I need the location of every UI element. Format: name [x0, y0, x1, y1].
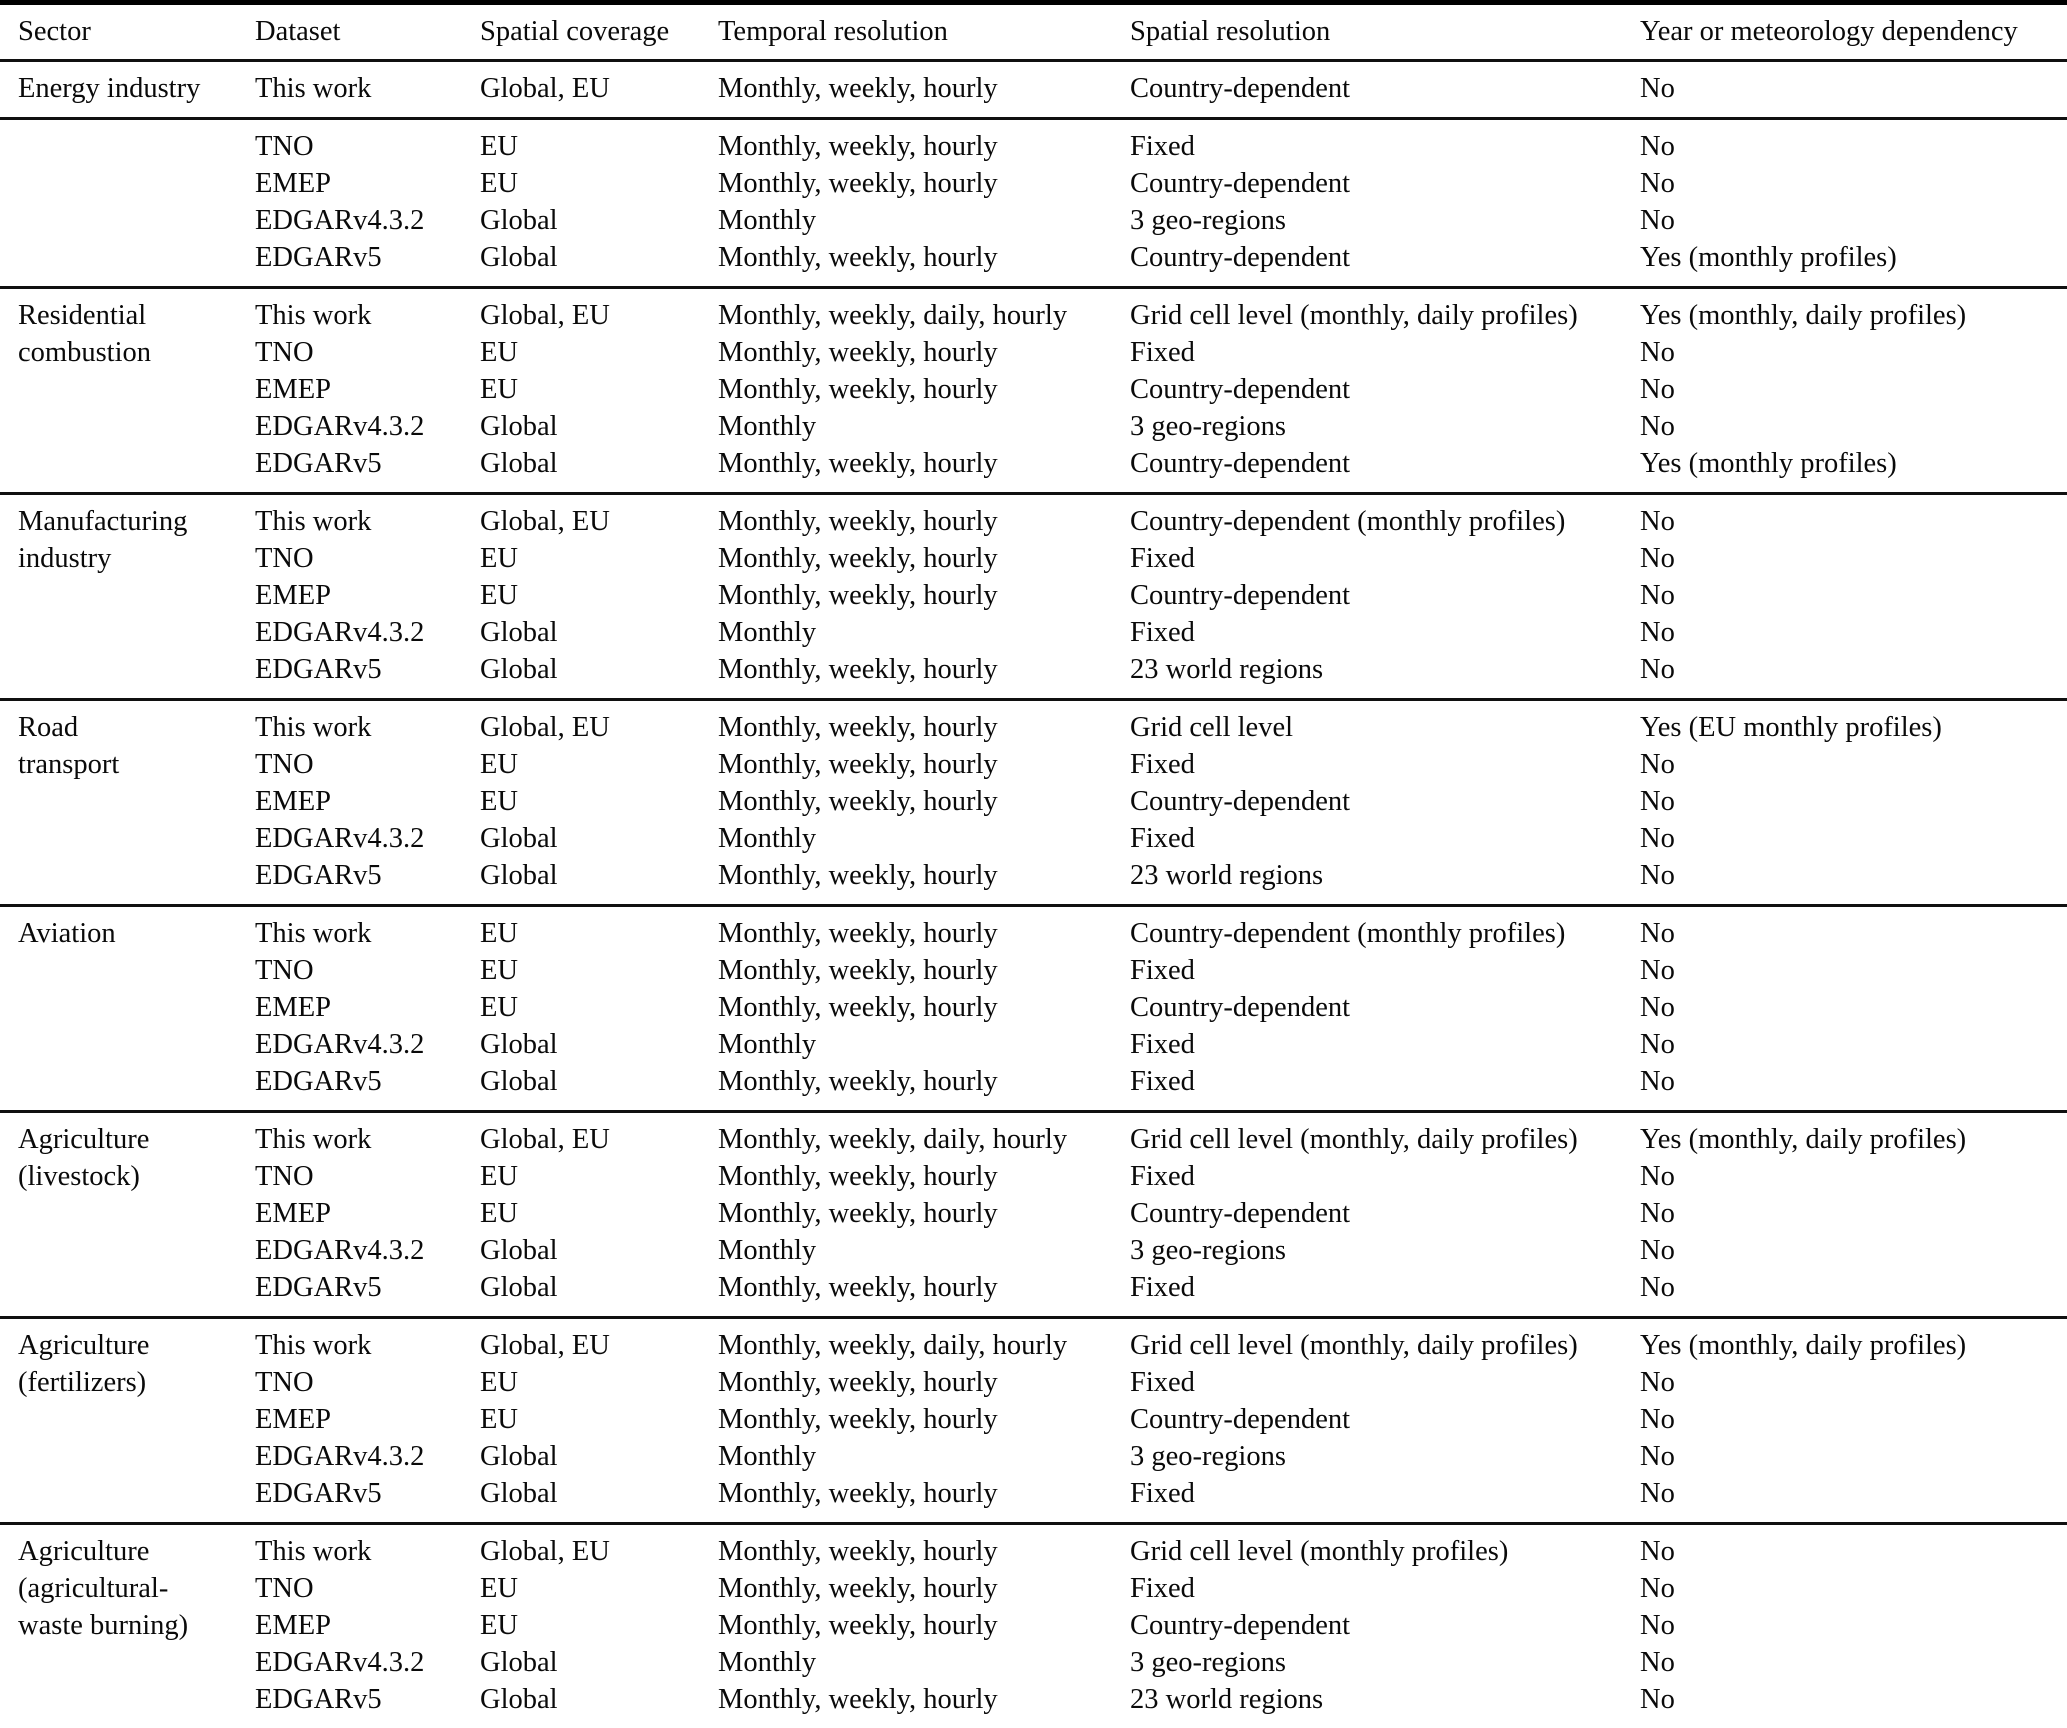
spatial-resolution-cell: 3 geo-regions — [1130, 1647, 1286, 1678]
sector-cell — [18, 651, 255, 688]
table-row — [18, 297, 2067, 334]
spatial-resolution-cell: 3 geo-regions — [1130, 1441, 1286, 1472]
temporal-resolution-cell: Monthly, weekly, hourly — [718, 374, 998, 405]
sector-cell — [18, 1475, 255, 1512]
dataset-cell: EMEP — [255, 1610, 332, 1641]
sector-cell — [18, 1401, 255, 1438]
temporal-resolution-cell: Monthly, weekly, hourly — [718, 1478, 998, 1509]
table-row — [18, 408, 2067, 445]
dependency-cell: No — [1640, 1029, 1675, 1060]
table-row — [18, 1327, 2067, 1364]
sector-group-agriculture — [0, 1525, 2067, 1728]
temporal-resolution-cell: Monthly, weekly, hourly — [718, 1573, 998, 1604]
table-row — [18, 239, 2067, 276]
table-row — [18, 1644, 2067, 1681]
column-header-spatial-resolution: Spatial resolution — [1130, 16, 1331, 47]
spatial-coverage-cell: Global — [480, 1441, 558, 1472]
temporal-resolution-cell: Monthly, weekly, hourly — [718, 654, 998, 685]
temporal-resolution-cell: Monthly, weekly, hourly — [718, 73, 998, 104]
temporal-resolution-cell: Monthly — [718, 411, 817, 442]
sector-cell: Agriculture — [18, 1536, 150, 1567]
table-row — [18, 1269, 2067, 1306]
temporal-resolution-cell: Monthly, weekly, hourly — [718, 506, 998, 537]
table-row — [18, 1475, 2067, 1512]
sector-cell — [18, 1681, 255, 1718]
spatial-resolution-cell: Country-dependent (monthly profiles) — [1130, 918, 1566, 949]
dependency-cell: No — [1640, 1235, 1675, 1266]
spatial-coverage-cell: EU — [480, 131, 518, 162]
spatial-resolution-cell: Fixed — [1130, 1272, 1195, 1303]
dataset-cell: TNO — [255, 1161, 314, 1192]
spatial-resolution-cell: 23 world regions — [1130, 654, 1324, 685]
table-row — [18, 820, 2067, 857]
spatial-resolution-cell: Fixed — [1130, 617, 1195, 648]
dependency-cell: Yes (monthly profiles) — [1640, 242, 1897, 273]
table-row — [18, 651, 2067, 688]
temporal-resolution-cell: Monthly, weekly, hourly — [718, 749, 998, 780]
dataset-cell: TNO — [255, 543, 314, 574]
dependency-cell: No — [1640, 1404, 1675, 1435]
dataset-cell: EDGARv4.3.2 — [255, 205, 425, 236]
spatial-resolution-cell: 23 world regions — [1130, 1684, 1324, 1715]
dataset-cell: EDGARv5 — [255, 1478, 382, 1509]
spatial-coverage-cell: Global — [480, 1029, 558, 1060]
spatial-resolution-cell: Country-dependent — [1130, 992, 1351, 1023]
dependency-cell: No — [1640, 168, 1675, 199]
dependency-cell: No — [1640, 131, 1675, 162]
table-header-row — [0, 5, 2067, 62]
dataset-cell: EMEP — [255, 786, 332, 817]
spatial-coverage-cell: EU — [480, 955, 518, 986]
spatial-resolution-cell: Country-dependent — [1130, 448, 1351, 479]
temporal-resolution-cell: Monthly, weekly, hourly — [718, 242, 998, 273]
spatial-resolution-cell: Grid cell level (monthly profiles) — [1130, 1536, 1509, 1567]
table-row — [18, 1570, 2067, 1607]
sector-cell: Agriculture — [18, 1124, 150, 1155]
spatial-coverage-cell: Global — [480, 823, 558, 854]
temporal-resolution-cell: Monthly — [718, 1441, 817, 1472]
temporal-resolution-cell: Monthly, weekly, hourly — [718, 992, 998, 1023]
spatial-resolution-cell: Fixed — [1130, 749, 1195, 780]
temporal-resolution-cell: Monthly, weekly, daily, hourly — [718, 1124, 1068, 1155]
temporal-resolution-cell: Monthly, weekly, hourly — [718, 131, 998, 162]
dataset-cell: This work — [255, 918, 372, 949]
table-row — [18, 503, 2067, 540]
dependency-cell: No — [1640, 337, 1675, 368]
table-row — [18, 915, 2067, 952]
temporal-resolution-cell: Monthly, weekly, hourly — [718, 1684, 998, 1715]
table-row — [18, 70, 2067, 107]
dataset-cell: TNO — [255, 1367, 314, 1398]
table-row — [18, 1158, 2067, 1195]
spatial-coverage-cell: Global, EU — [480, 73, 610, 104]
sector-cell — [18, 1063, 255, 1100]
dependency-cell: No — [1640, 918, 1675, 949]
sector-cell: waste burning) — [18, 1610, 189, 1641]
temporal-resolution-cell: Monthly, weekly, hourly — [718, 1404, 998, 1435]
dataset-cell: EMEP — [255, 580, 332, 611]
spatial-resolution-cell: Country-dependent — [1130, 168, 1351, 199]
table-row — [18, 989, 2067, 1026]
sector-cell — [18, 202, 255, 239]
column-header-sector: Sector — [18, 16, 91, 47]
dependency-cell: No — [1640, 1161, 1675, 1192]
temporal-resolution-cell: Monthly, weekly, daily, hourly — [718, 1330, 1068, 1361]
spatial-coverage-cell: EU — [480, 374, 518, 405]
spatial-resolution-cell: Fixed — [1130, 1029, 1195, 1060]
spatial-coverage-cell: Global — [480, 1235, 558, 1266]
spatial-resolution-cell: Fixed — [1130, 1367, 1195, 1398]
temporal-resolution-cell: Monthly — [718, 617, 817, 648]
table-row — [18, 1438, 2067, 1475]
spatial-resolution-cell: Country-dependent — [1130, 1198, 1351, 1229]
temporal-resolution-cell: Monthly, weekly, hourly — [718, 1272, 998, 1303]
temporal-resolution-cell: Monthly, weekly, hourly — [718, 543, 998, 574]
spatial-coverage-cell: Global — [480, 860, 558, 891]
spatial-resolution-cell: Grid cell level (monthly, daily profiles) — [1130, 1330, 1578, 1361]
sector-cell — [18, 952, 255, 989]
sector-cell: combustion — [18, 337, 151, 368]
sector-cell — [18, 1438, 255, 1475]
dataset-cell: TNO — [255, 337, 314, 368]
spatial-resolution-cell: Fixed — [1130, 337, 1195, 368]
dependency-cell: No — [1640, 1441, 1675, 1472]
dependency-cell: No — [1640, 1684, 1675, 1715]
spatial-coverage-cell: EU — [480, 918, 518, 949]
temporal-resolution-cell: Monthly — [718, 1029, 817, 1060]
table-row — [18, 1195, 2067, 1232]
spatial-resolution-cell: 23 world regions — [1130, 860, 1324, 891]
sector-cell — [18, 989, 255, 1026]
dataset-cell: EDGARv4.3.2 — [255, 823, 425, 854]
column-header-dataset: Dataset — [255, 16, 341, 47]
spatial-resolution-cell: Fixed — [1130, 131, 1195, 162]
temporal-resolution-cell: Monthly, weekly, hourly — [718, 1367, 998, 1398]
dependency-cell: No — [1640, 205, 1675, 236]
table-row — [18, 1607, 2067, 1644]
column-header-spatial-coverage: Spatial coverage — [480, 16, 670, 47]
sector-cell: (agricultural- — [18, 1573, 169, 1604]
dataset-cell: TNO — [255, 749, 314, 780]
dataset-cell: This work — [255, 712, 372, 743]
sector-group-manufacturing — [0, 495, 2067, 701]
sector-cell — [18, 1644, 255, 1681]
spatial-coverage-cell: EU — [480, 1404, 518, 1435]
spatial-coverage-cell: EU — [480, 749, 518, 780]
dataset-cell: EDGARv4.3.2 — [255, 1235, 425, 1266]
table-row — [18, 1401, 2067, 1438]
dataset-cell: EDGARv5 — [255, 1684, 382, 1715]
dataset-cell: TNO — [255, 131, 314, 162]
sector-cell: Agriculture — [18, 1330, 150, 1361]
dataset-cell: EMEP — [255, 992, 332, 1023]
dataset-cell: EDGARv4.3.2 — [255, 1647, 425, 1678]
temporal-resolution-cell: Monthly, weekly, hourly — [718, 918, 998, 949]
column-header-dependency: Year or meteorology dependency — [1640, 16, 2018, 47]
spatial-resolution-cell: Fixed — [1130, 1161, 1195, 1192]
sector-cell: industry — [18, 543, 112, 574]
dataset-cell: EDGARv5 — [255, 1272, 382, 1303]
spatial-coverage-cell: EU — [480, 1610, 518, 1641]
spatial-resolution-cell: Country-dependent — [1130, 1610, 1351, 1641]
table-row — [18, 334, 2067, 371]
sector-group-aviation — [0, 907, 2067, 1113]
table-row — [18, 445, 2067, 482]
sector-cell — [18, 614, 255, 651]
table-row — [18, 1121, 2067, 1158]
dependency-cell: Yes (monthly, daily profiles) — [1640, 1124, 1967, 1155]
dependency-cell: No — [1640, 1478, 1675, 1509]
sector-cell — [18, 165, 255, 202]
sector-cell — [18, 857, 255, 894]
dependency-cell: No — [1640, 1367, 1675, 1398]
dataset-cell: TNO — [255, 1573, 314, 1604]
dependency-cell: No — [1640, 1647, 1675, 1678]
dependency-cell: No — [1640, 543, 1675, 574]
sector-cell — [18, 1026, 255, 1063]
table-row — [18, 1026, 2067, 1063]
table-row — [18, 709, 2067, 746]
spatial-resolution-cell: Country-dependent — [1130, 1404, 1351, 1435]
temporal-resolution-cell: Monthly, weekly, hourly — [718, 580, 998, 611]
temporal-resolution-cell: Monthly, weekly, hourly — [718, 1610, 998, 1641]
spatial-resolution-cell: Grid cell level — [1130, 712, 1294, 743]
dataset-cell: TNO — [255, 955, 314, 986]
spatial-coverage-cell: EU — [480, 786, 518, 817]
spatial-resolution-cell: Fixed — [1130, 543, 1195, 574]
dependency-cell: No — [1640, 992, 1675, 1023]
dependency-cell: No — [1640, 374, 1675, 405]
spatial-resolution-cell: 3 geo-regions — [1130, 1235, 1286, 1266]
sector-cell: transport — [18, 749, 120, 780]
temporal-resolution-cell: Monthly, weekly, hourly — [718, 168, 998, 199]
table-row — [18, 1533, 2067, 1570]
sector-group-continued — [0, 120, 2067, 289]
dependency-cell: Yes (EU monthly profiles) — [1640, 712, 1942, 743]
dependency-cell: No — [1640, 654, 1675, 685]
dependency-cell: Yes (monthly, daily profiles) — [1640, 300, 1967, 331]
table-row — [18, 1063, 2067, 1100]
sector-cell: Residential — [18, 300, 147, 331]
sector-cell — [18, 445, 255, 482]
sector-cell — [18, 783, 255, 820]
dependency-cell: No — [1640, 749, 1675, 780]
spatial-resolution-cell: Country-dependent — [1130, 73, 1351, 104]
dependency-cell: No — [1640, 786, 1675, 817]
temporal-resolution-cell: Monthly, weekly, hourly — [718, 1198, 998, 1229]
sector-cell: Aviation — [18, 918, 116, 949]
spatial-coverage-cell: Global, EU — [480, 1536, 610, 1567]
spatial-coverage-cell: Global, EU — [480, 506, 610, 537]
spatial-resolution-cell: Fixed — [1130, 823, 1195, 854]
sector-cell — [18, 1195, 255, 1232]
dataset-cell: EMEP — [255, 374, 332, 405]
dataset-cell: This work — [255, 1536, 372, 1567]
spatial-resolution-cell: 3 geo-regions — [1130, 411, 1286, 442]
spatial-coverage-cell: EU — [480, 1198, 518, 1229]
sector-cell: (livestock) — [18, 1161, 140, 1192]
dataset-cell: EDGARv4.3.2 — [255, 1441, 425, 1472]
spatial-coverage-cell: EU — [480, 168, 518, 199]
spatial-resolution-cell: Fixed — [1130, 1573, 1195, 1604]
spatial-coverage-cell: Global, EU — [480, 1124, 610, 1155]
sector-cell: Energy industry — [18, 73, 201, 104]
sector-group-residential — [0, 289, 2067, 495]
table-row — [18, 1232, 2067, 1269]
dataset-cell: EMEP — [255, 1404, 332, 1435]
spatial-coverage-cell: EU — [480, 1161, 518, 1192]
dependency-cell: No — [1640, 1536, 1675, 1567]
sector-cell — [18, 239, 255, 276]
spatial-resolution-cell: 3 geo-regions — [1130, 205, 1286, 236]
table-row — [18, 952, 2067, 989]
spatial-coverage-cell: Global — [480, 1066, 558, 1097]
table-row — [18, 371, 2067, 408]
dataset-cell: EDGARv5 — [255, 1066, 382, 1097]
dataset-cell: This work — [255, 1124, 372, 1155]
dataset-cell: This work — [255, 300, 372, 331]
sector-cell — [18, 1269, 255, 1306]
spatial-resolution-cell: Country-dependent — [1130, 374, 1351, 405]
sector-cell — [18, 820, 255, 857]
spatial-coverage-cell: EU — [480, 580, 518, 611]
dataset-cell: This work — [255, 506, 372, 537]
temporal-resolution-cell: Monthly — [718, 823, 817, 854]
dataset-cell: EDGARv5 — [255, 654, 382, 685]
sector-group-energy-industry — [0, 62, 2067, 120]
temporal-resolution-cell: Monthly, weekly, hourly — [718, 1536, 998, 1567]
sector-cell — [18, 371, 255, 408]
table-row — [18, 540, 2067, 577]
spatial-resolution-cell: Fixed — [1130, 955, 1195, 986]
spatial-coverage-cell: Global, EU — [480, 1330, 610, 1361]
spatial-coverage-cell: Global, EU — [480, 712, 610, 743]
spatial-coverage-cell: Global — [480, 617, 558, 648]
temporal-resolution-cell: Monthly, weekly, hourly — [718, 1066, 998, 1097]
spatial-coverage-cell: EU — [480, 337, 518, 368]
table-row — [18, 783, 2067, 820]
sector-cell — [18, 408, 255, 445]
spatial-resolution-cell: Country-dependent (monthly profiles) — [1130, 506, 1566, 537]
dataset-cell: EDGARv4.3.2 — [255, 617, 425, 648]
temporal-resolution-cell: Monthly — [718, 1647, 817, 1678]
dataset-cell: EDGARv4.3.2 — [255, 411, 425, 442]
spatial-resolution-cell: Fixed — [1130, 1478, 1195, 1509]
dependency-cell: Yes (monthly profiles) — [1640, 448, 1897, 479]
dataset-cell: EDGARv5 — [255, 242, 382, 273]
table-row — [18, 128, 2067, 165]
spatial-coverage-cell: Global — [480, 205, 558, 236]
sector-cell: Manufacturing — [18, 506, 188, 537]
dependency-cell: No — [1640, 1272, 1675, 1303]
sector-cell — [18, 128, 255, 165]
temporal-resolution-cell: Monthly — [718, 205, 817, 236]
dependency-cell: No — [1640, 411, 1675, 442]
spatial-resolution-cell: Country-dependent — [1130, 242, 1351, 273]
temporal-resolution-cell: Monthly — [718, 1235, 817, 1266]
spatial-coverage-cell: Global — [480, 448, 558, 479]
sector-group-agriculture — [0, 1113, 2067, 1319]
spatial-coverage-cell: Global — [480, 242, 558, 273]
temporal-resolution-cell: Monthly, weekly, hourly — [718, 337, 998, 368]
table-row — [18, 857, 2067, 894]
dataset-cell: EMEP — [255, 168, 332, 199]
spatial-coverage-cell: Global — [480, 1647, 558, 1678]
dependency-cell: No — [1640, 1610, 1675, 1641]
dependency-cell: Yes (monthly, daily profiles) — [1640, 1330, 1967, 1361]
table-row — [18, 1364, 2067, 1401]
temporal-resolution-cell: Monthly, weekly, hourly — [718, 860, 998, 891]
dataset-cell: This work — [255, 1330, 372, 1361]
spatial-resolution-cell: Grid cell level (monthly, daily profiles) — [1130, 1124, 1578, 1155]
dependency-cell: No — [1640, 1198, 1675, 1229]
temporal-resolution-cell: Monthly, weekly, hourly — [718, 712, 998, 743]
table-row — [18, 614, 2067, 651]
table-row — [18, 577, 2067, 614]
sector-cell — [18, 1232, 255, 1269]
dependency-cell: No — [1640, 617, 1675, 648]
temporal-resolution-cell: Monthly, weekly, daily, hourly — [718, 300, 1068, 331]
spatial-coverage-cell: Global — [480, 411, 558, 442]
sector-cell: Road — [18, 712, 79, 743]
temporal-resolution-cell: Monthly, weekly, hourly — [718, 955, 998, 986]
temporal-resolution-cell: Monthly, weekly, hourly — [718, 786, 998, 817]
spatial-coverage-cell: Global — [480, 1272, 558, 1303]
temporal-resolution-cell: Monthly, weekly, hourly — [718, 1161, 998, 1192]
sector-group-road — [0, 701, 2067, 907]
spatial-coverage-cell: EU — [480, 992, 518, 1023]
spatial-coverage-cell: Global — [480, 1478, 558, 1509]
spatial-resolution-cell: Grid cell level (monthly, daily profiles) — [1130, 300, 1578, 331]
spatial-coverage-cell: EU — [480, 1367, 518, 1398]
table-row — [18, 165, 2067, 202]
table-row — [18, 202, 2067, 239]
spatial-resolution-cell: Country-dependent — [1130, 580, 1351, 611]
dataset-cell: EDGARv5 — [255, 448, 382, 479]
dependency-cell: No — [1640, 1573, 1675, 1604]
spatial-resolution-cell: Fixed — [1130, 1066, 1195, 1097]
spatial-coverage-cell: Global — [480, 654, 558, 685]
dependency-cell: No — [1640, 1066, 1675, 1097]
table-body — [0, 62, 2067, 1728]
dataset-cell: EDGARv5 — [255, 860, 382, 891]
dataset-cell: EDGARv4.3.2 — [255, 1029, 425, 1060]
sector-cell — [18, 577, 255, 614]
dataset-cell: EMEP — [255, 1198, 332, 1229]
dependency-cell: No — [1640, 73, 1675, 104]
spatial-coverage-cell: EU — [480, 1573, 518, 1604]
dependency-cell: No — [1640, 955, 1675, 986]
spatial-coverage-cell: Global, EU — [480, 300, 610, 331]
sector-group-agriculture — [0, 1319, 2067, 1525]
dataset-cell: This work — [255, 73, 372, 104]
sector-cell: (fertilizers) — [18, 1367, 147, 1398]
spatial-coverage-cell: EU — [480, 543, 518, 574]
spatial-coverage-cell: Global — [480, 1684, 558, 1715]
dependency-cell: No — [1640, 580, 1675, 611]
table-row — [18, 1681, 2067, 1718]
spatial-resolution-cell: Country-dependent — [1130, 786, 1351, 817]
temporal-resolution-cell: Monthly, weekly, hourly — [718, 448, 998, 479]
table-row — [18, 746, 2067, 783]
dependency-cell: No — [1640, 823, 1675, 854]
column-header-temporal-resolution: Temporal resolution — [718, 16, 948, 47]
dependency-cell: No — [1640, 860, 1675, 891]
dependency-cell: No — [1640, 506, 1675, 537]
